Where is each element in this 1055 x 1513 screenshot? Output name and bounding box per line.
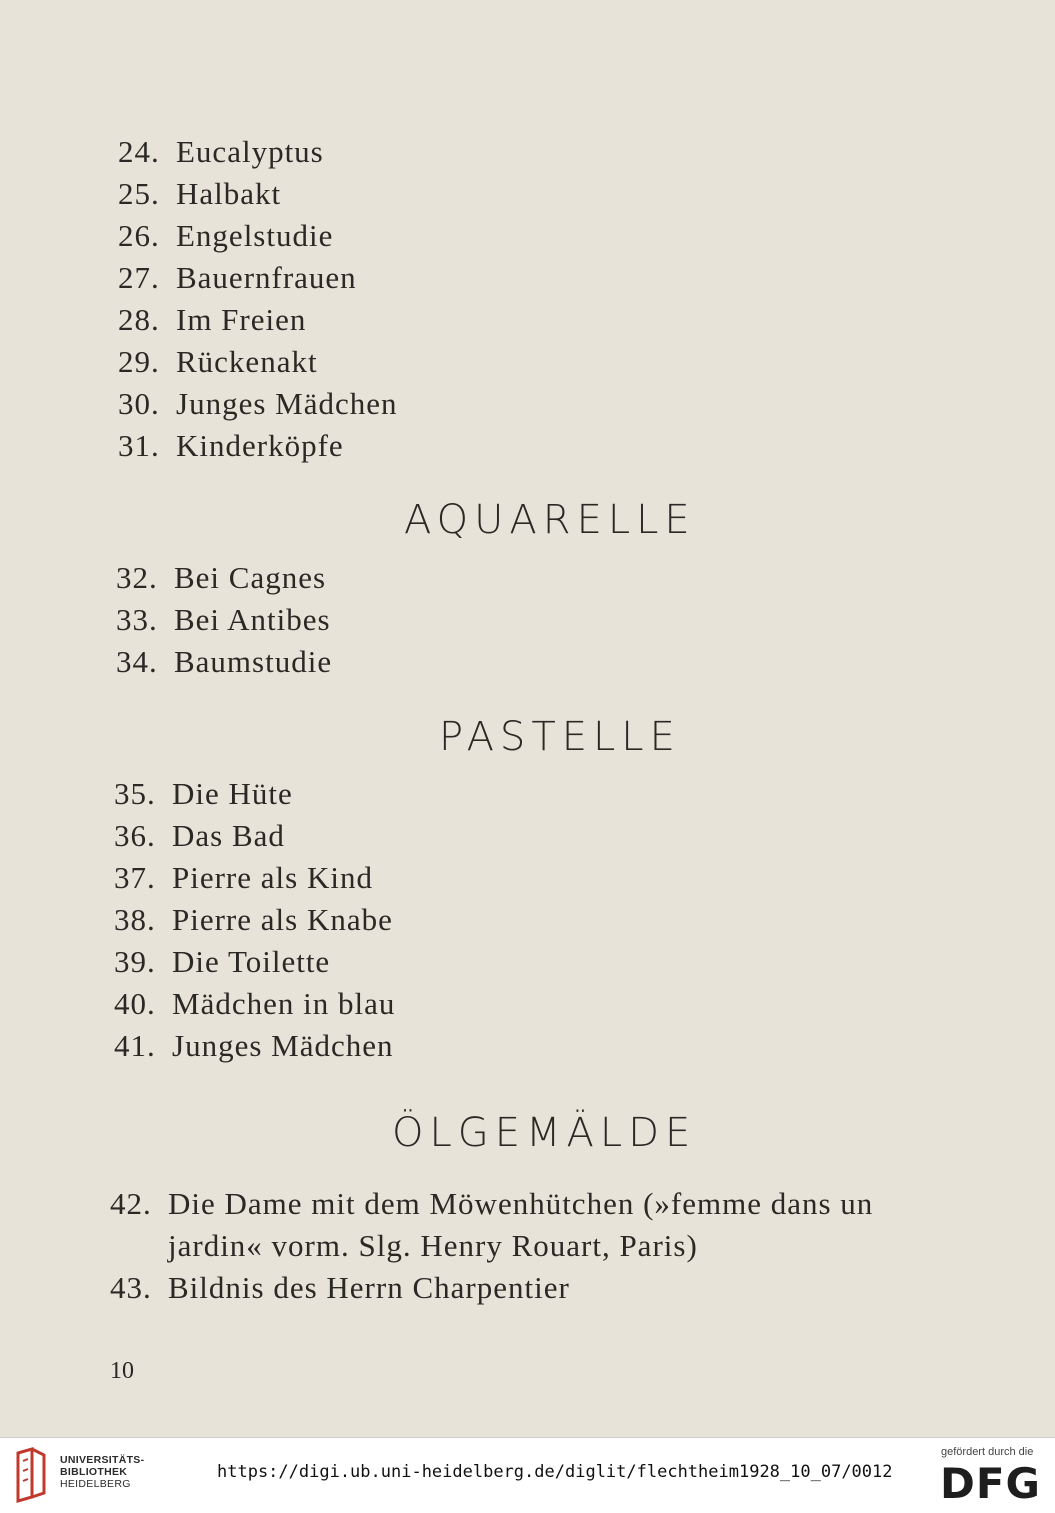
entry-title: Die Toilette xyxy=(172,944,331,979)
catalog-entry xyxy=(116,560,326,596)
catalog-entry xyxy=(114,818,285,854)
entry-number: 28. xyxy=(118,302,160,337)
catalog-entry xyxy=(118,260,357,296)
catalog-entry xyxy=(118,428,344,464)
entry-number: 33. xyxy=(116,602,158,637)
catalog-entry xyxy=(118,386,397,422)
entry-title: Bei Cagnes xyxy=(174,560,327,595)
dfg-logo: DFG xyxy=(940,1459,1042,1508)
funder-caption: gefördert durch die xyxy=(941,1446,1034,1458)
permalink-url[interactable]: https://digi.ub.uni-heidelberg.de/diglit/flechtheim1928_10_07/0012 xyxy=(217,1462,893,1482)
entry-number: 42. xyxy=(110,1186,152,1221)
entry-title-continuation: jardin« vorm. Slg. Henry Rouart, Paris) xyxy=(168,1228,698,1263)
catalog-entry xyxy=(114,902,393,938)
entry-title: Mädchen in blau xyxy=(172,986,396,1021)
catalog-entry xyxy=(118,134,324,170)
library-name xyxy=(60,1454,144,1490)
library-name-line: BIBLIOTHEK xyxy=(60,1466,128,1478)
entry-title: Baumstudie xyxy=(174,644,333,679)
catalog-entry xyxy=(116,644,332,680)
entry-title: Junges Mädchen xyxy=(176,386,398,421)
page-number: 10 xyxy=(110,1358,134,1384)
catalog-entry xyxy=(114,944,330,980)
entry-number: 29. xyxy=(118,344,160,379)
entry-number: 41. xyxy=(114,1028,156,1063)
library-name-line: HEIDELBERG xyxy=(60,1478,131,1490)
catalog-entry xyxy=(114,1028,393,1064)
entry-title: Die Hüte xyxy=(172,776,293,811)
catalog-entry xyxy=(116,602,331,638)
library-logo-icon xyxy=(12,1447,50,1503)
entry-title: Bei Antibes xyxy=(174,602,331,637)
entry-number: 37. xyxy=(114,860,156,895)
entry-number: 31. xyxy=(118,428,160,463)
entry-title: Pierre als Kind xyxy=(172,860,373,895)
catalog-entry xyxy=(114,860,373,896)
entry-number: 38. xyxy=(114,902,156,937)
entry-title: Pierre als Knabe xyxy=(172,902,393,937)
entry-number: 26. xyxy=(118,218,160,253)
catalog-entry xyxy=(118,302,306,338)
catalog-entry xyxy=(118,176,281,212)
entry-title: Bauernfrauen xyxy=(176,260,357,295)
entry-number: 36. xyxy=(114,818,156,853)
entry-number: 35. xyxy=(114,776,156,811)
viewer-footer xyxy=(0,1437,1055,1513)
entry-number: 27. xyxy=(118,260,160,295)
entry-title: Das Bad xyxy=(172,818,285,853)
entry-title: Die Dame mit dem Möwenhütchen (»femme dans un xyxy=(168,1186,874,1221)
entry-title: Engelstudie xyxy=(176,218,334,253)
section-heading: ÖLGEMÄLDE xyxy=(392,1110,697,1156)
entry-title: Junges Mädchen xyxy=(172,1028,394,1063)
entry-title: Kinderköpfe xyxy=(176,428,344,463)
entry-number: 43. xyxy=(110,1270,152,1305)
catalog-entry xyxy=(114,986,395,1022)
entry-number: 24. xyxy=(118,134,160,169)
entry-title: Halbakt xyxy=(176,176,282,211)
entry-number: 40. xyxy=(114,986,156,1021)
entry-number: 32. xyxy=(116,560,158,595)
entry-number: 30. xyxy=(118,386,160,421)
catalog-entry xyxy=(118,344,318,380)
entry-title: Eucalyptus xyxy=(176,134,324,169)
entry-title: Rückenakt xyxy=(176,344,318,379)
entry-title: Bildnis des Herrn Charpentier xyxy=(168,1270,570,1305)
library-name-line: UNIVERSITÄTS- xyxy=(60,1454,145,1466)
catalog-entry xyxy=(110,1186,873,1222)
catalog-entry xyxy=(114,776,293,812)
entry-number: 39. xyxy=(114,944,156,979)
section-heading: AQUARELLE xyxy=(404,497,696,543)
entry-title: Im Freien xyxy=(176,302,307,337)
entry-number: 25. xyxy=(118,176,160,211)
catalog-entry-continuation xyxy=(168,1228,698,1264)
catalog-entry xyxy=(110,1270,570,1306)
catalog-entry xyxy=(118,218,333,254)
section-heading: PASTELLE xyxy=(439,714,681,760)
entry-number: 34. xyxy=(116,644,158,679)
